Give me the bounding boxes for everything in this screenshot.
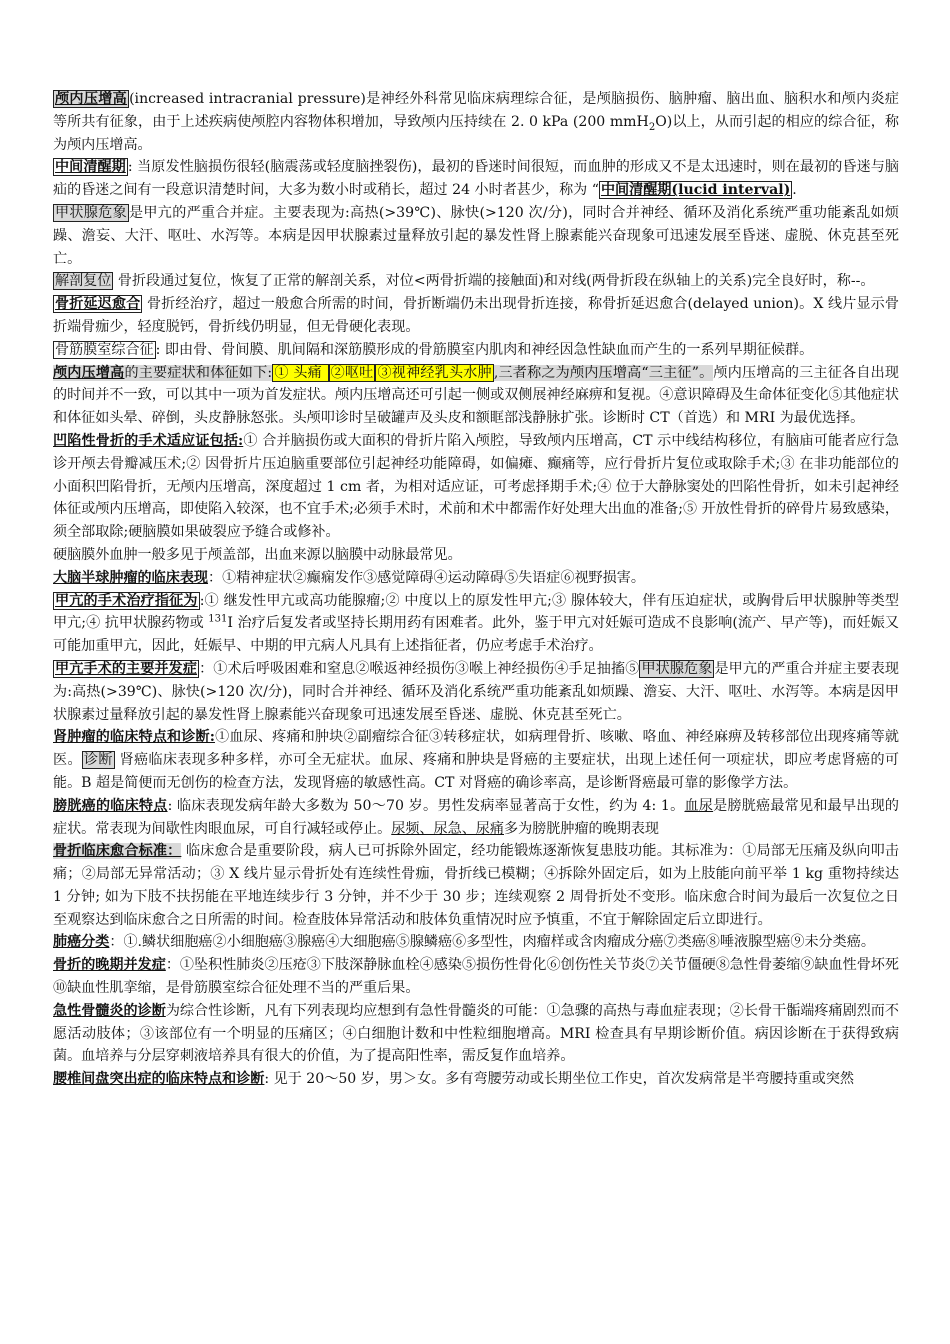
highlight-headache: ① 头痛 — [274, 364, 327, 381]
superscript: 131 — [208, 613, 228, 625]
paragraph-text: ：①精神症状②癫痫发作③感觉障碍④运动障碍⑤失语症⑥视野损害。 — [208, 569, 645, 586]
paragraph-text: : 见于 20～50 岁，男＞女。多有弯腰劳动或长期坐位工作史，首次发病常是半弯腰持重或突然 — [264, 1071, 855, 1088]
paragraph-anatomic-reduction — [53, 270, 899, 293]
paragraph-text: ,三者称之为颅内压增高“三主征”。 — [493, 364, 714, 381]
paragraph-delayed-union — [53, 293, 899, 339]
paragraph-fracture-late-complications — [53, 954, 899, 1000]
paragraph-text: (increased intracranial pressure)是神经外科常见临床病理综合征，是颅脑损伤、脑肿瘤、脑出血、脑积水和颅内炎症等所共有征象，由于上述疾病使颅腔内容物体积增加，导致颅内压持续在 2. 0 kPa (200 mmH — [53, 91, 899, 130]
paragraph-text: . — [792, 182, 797, 199]
paragraph-text: 骨折经治疗，超过一般愈合所需的时间，骨折断端仍未出现骨折连接，称骨折延迟愈合(delayed union)。X 线片显示骨折端骨痂少，轻度脱钙，骨折线仍明显，但无骨硬化表现。 — [53, 296, 899, 335]
paragraph-hemisphere-tumor — [53, 567, 899, 590]
term-heading: 甲亢的手术治疗指征为 — [55, 592, 198, 609]
term-heading: 凹陷性骨折的手术适应证包括: — [53, 432, 244, 449]
paragraph-thyroid-crisis — [53, 202, 899, 270]
highlight-vomiting: ②呕吐 — [330, 364, 374, 381]
paragraph-lung-cancer — [53, 931, 899, 954]
paragraph-text: 是甲亢的严重合并症主要表现为:高热(>39℃)、脉快(>120 次/分)，同时合并神经、循环及消化系统严重功能紊乱如烦躁、澹妄、大汗、呕吐、水泻等。本病是因甲状腺素过量释放引起的暴发性肾上腺素能兴奋现象可迅速发展至昏迷、虚脱、休克甚至死亡。 — [53, 660, 900, 723]
paragraph-bladder-cancer — [53, 795, 899, 841]
term-heading: 中间清醒期 — [55, 159, 126, 176]
paragraph-text: 硬脑膜外血肿一般多见于颅盖部，出血来源以脑膜中动脉最常见。 — [53, 546, 462, 563]
paragraph-text: 的主要症状和体征如下: — [124, 364, 273, 381]
term-heading: 骨折临床愈合标准： — [53, 843, 182, 860]
paragraph-text: ：①.鳞状细胞癌②小细胞癌③腺癌④大细胞癌⑤腺鳞癌⑥多型性，肉瘤样或含肉瘤成分癌⑦类癌⑧唾液腺型癌⑨未分类癌。 — [109, 934, 875, 951]
term-heading: 骨筋膜室综合征 — [55, 341, 154, 358]
paragraph-text: ：①坠积性肺炎②压疮③下肢深静脉血栓④感染⑤损伤性骨化⑥创伤性关节炎⑦关节僵硬⑧急性骨萎缩⑨缺血性骨坏死⑩缺血性肌挛缩，是骨筋膜室综合征处理不当的严重后果。 — [53, 957, 900, 997]
paragraph-lucid-interval — [53, 156, 899, 202]
term-heading: 肾肿瘤的临床特点和诊断: — [53, 729, 215, 746]
term-heading: 大脑半球肿瘤的临床表现 — [53, 569, 209, 586]
term-heading: 骨折延迟愈合 — [55, 296, 141, 313]
underlined-text: 血尿 — [684, 797, 714, 814]
paragraph-osteomyelitis — [53, 1000, 899, 1068]
term-heading: 肺癌分类 — [53, 934, 110, 951]
paragraph-text: 肾癌临床表现多种多样，亦可全无症状。血尿、疼痛和肿块是肾癌的主要症状，出现上述任何一项症状，即应考虑肾癌的可能。B 超是简便而无创伤的检查方法，发现肾癌的敏感性高。CT 对肾癌的确诊率高，是诊断肾癌最可靠的影像学方法。 — [53, 752, 900, 791]
paragraph-lumbar-disc — [53, 1068, 899, 1091]
term-heading: 甲亢手术的主要并发症 — [55, 660, 198, 677]
underlined-text: 尿频、尿急、尿痛 — [391, 820, 504, 837]
paragraph-text: ：①术后呼吸困难和窒息②喉返神经损伤③喉上神经损伤④手足抽搐⑤ — [199, 660, 640, 677]
highlight-papilledema: ③视神经乳头水肿 — [377, 364, 492, 381]
paragraph-text: : 即由骨、骨间膜、肌间隔和深筋膜形成的骨筋膜室内肌肉和神经因急性缺血而产生的一系列早期征候群。 — [155, 341, 814, 358]
term-heading: 急性骨髓炎的诊断 — [53, 1002, 166, 1019]
paragraph-depressed-fracture — [53, 430, 899, 544]
document-page — [53, 88, 899, 1091]
term-heading: 膀胱癌的临床特点 — [53, 797, 168, 814]
paragraph-text: 骨折段通过复位，恢复了正常的解剖关系，对位<两骨折端的接触面)和对线(两骨折段在纵轴上的关系)完全良好时，称--。 — [113, 273, 875, 290]
paragraph-text: ①血尿、疼痛和肿块②副瘤综合征③转移症状，如病理骨折、咳嗽、咯血、神经麻痹及转移部位出现疼痛等就医。 — [53, 729, 900, 769]
subscript: 2 — [648, 121, 656, 133]
term-heading: 甲状腺危象 — [55, 204, 127, 221]
paragraph-text: :① 继发性甲亢或高功能腺瘤;② 中度以上的原发性甲亢;③ 腺体较大，伴有压迫症状，或胸骨后甲状腺肿等类型甲亢;④ 抗甲状腺药物或 — [53, 592, 900, 632]
paragraph-text: 临床愈合是重要阶段，病人已可拆除外固定，经功能锻炼逐渐恢复患肢功能。其标准为：①局部无压痛及纵向叩击痛；②局部无异常活动；③ X 线片显示骨折处有连续性骨痂，骨折线已模糊；④拆除外固定后，如为上肢能向前平举 1 kg 重物持续达 1 分钟; 如为下肢不扶拐能在平地连续步行 3 分钟，并不少于 30 步；连续观察 2 周骨折处不变形。临床愈合时间为最后一次复位之日至观察达到临床愈合之日所需的时间。检查肢体异常活动和肢体负重情况时应予慎重，不宜于解除固定后立即进行。 — [53, 843, 899, 928]
term-heading: 腰椎间盘突出症的临床特点和诊断 — [53, 1071, 265, 1088]
paragraph-text: 为综合性诊断，凡有下列表现均应想到有急性骨髓炎的可能：①急骤的高热与毒血症表现；②长骨干骺端疼痛剧烈而不愿活动肢体；③该部位有一个明显的压痛区；④白细胞计数和中性粒细胞增高。MRI 检查具有早期诊断价值。病因诊断在于获得致病菌。血培养与分层穿刺液培养具有很大的价值，为了提高阳性率，需反复作血培养。 — [53, 1002, 900, 1065]
term-heading: 颅内压增高 — [55, 91, 128, 107]
term-heading: 骨折的晚期并发症 — [53, 957, 166, 974]
paragraph-hyperthyroid-surgery — [53, 590, 899, 658]
paragraph-epidural-hematoma — [53, 544, 899, 567]
paragraph-text: 是甲亢的严重合并症。主要表现为:高热(>39℃)、脉快(>120 次/分)，同时合并神经、循环及消化系统严重功能紊乱如烦躁、澹妄、大汗、呕吐、水泻等。本病是因甲状腺素过量释放引起的暴发性肾上腺素能兴奋现象可迅速发展至昏迷、虚脱、休克甚至死亡。 — [53, 204, 899, 267]
paragraph-text: O)以上，从而引起的相应的综合征，称为颅内压增高。 — [53, 113, 899, 153]
paragraph-fracture-healing — [53, 840, 899, 931]
paragraph-text: : 临床表现发病年龄大多数为 50～70 岁。男性发病率显著高于女性，约为 4: 1。 — [167, 797, 685, 814]
term-inline: 甲状腺危象 — [641, 660, 713, 677]
paragraph-intracranial-pressure — [53, 88, 899, 156]
paragraph-kidney-tumor — [53, 726, 899, 794]
paragraph-hyperthyroid-complications — [53, 658, 899, 726]
paragraph-compartment-syndrome — [53, 339, 899, 362]
paragraph-icp-symptoms — [53, 362, 899, 430]
term-heading: 颅内压增高 — [53, 364, 125, 381]
paragraph-text: 多为膀胱肿瘤的晚期表现 — [504, 820, 660, 837]
paragraph-text: : 当原发性脑损伤很轻(脑震荡或轻度脑挫裂伤)，最初的昏迷时间很短，而血肿的形成又不是太迅速时，则在最初的昏迷与脑疝的昏迷之间有一段意识清楚时间，大多为数小时或稍长，超过 24 小时者甚少，称为 “ — [53, 159, 899, 199]
paragraph-text: I 治疗后复发者或坚持长期用药有困难者。此外，鉴于甲亢对妊娠可造成不良影响(流产、早产等)，而妊娠又可能加重甲亢，因此，妊娠早、中期的甲亢病人凡具有上述指征者，仍应考虑手术治疗。 — [53, 615, 899, 655]
term-heading: 解剖复位 — [55, 273, 112, 290]
paragraph-text: ① 合并脑损伤或大面积的骨折片陷入颅腔，导致颅内压增高，CT 示中线结构移位，有脑庙可能者应行急诊开颅去骨瓣减压术;② 因骨折片压迫脑重要部位引起神经功能障碍，如偏瘫、癫痛等，应行骨折片复位或取除手术;③ 在非功能部位的小面积凹陷骨折，无颅内压增高，深度超过 1 cm 者，为相对适应证，可考虑择期手术;④ 位于大静脉窦处的凹陷性骨折，如未引起神经体征或颅内压增高，即使陷入较深，也不宜手术;必须手术时，术前和术中都需作好处理大出血的准备;⑤ 开放性骨折的碎骨片易致感染，须全部取除;硬脑膜如果破裂应予缝合或修补。 — [53, 432, 900, 541]
paragraph-text: 是膀胱癌最常见和最早出现的症状。常表现为间歇性肉眼血尿，可自行减轻或停止。 — [53, 797, 900, 837]
term-inline: 诊断 — [83, 752, 113, 769]
paragraph-text: 颅内压增高的三主征各自出现的时间并不一致，可以其中一项为首发症状。颅内压增高还可引起一侧或双侧展神经麻痹和复视。④意识障碍及生命体征变化⑤其他症状和体征如头晕、碎倒，头皮静脉怒张。头颅叩诊时呈破罐声及头皮和额眶部浅静脉扩张。诊断时 CT（首选）和 MRI 为最优选择。 — [53, 364, 900, 427]
term-inline: 中间清醒期(lucid interval) — [600, 182, 791, 199]
